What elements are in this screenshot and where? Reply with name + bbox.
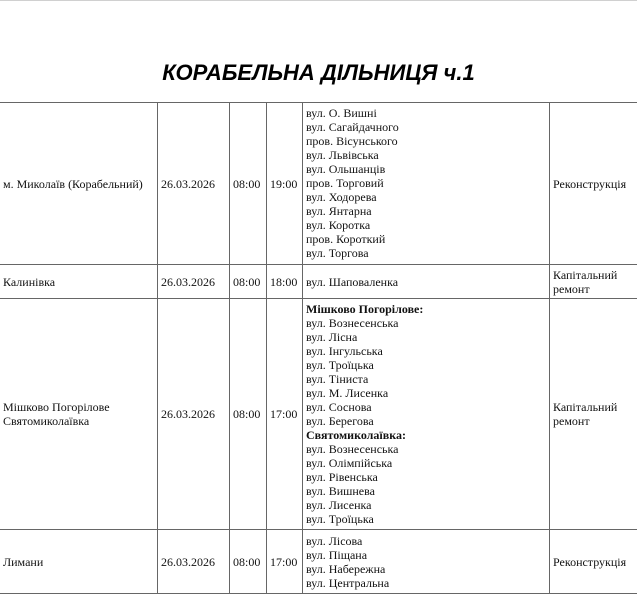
start-time-cell: 08:00 bbox=[230, 103, 267, 265]
street-item: вул. Вознесенська bbox=[306, 316, 399, 330]
locality-cell: Лимани bbox=[0, 530, 158, 594]
start-time-cell: 08:00 bbox=[230, 299, 267, 530]
street-item: вул. Янтарна bbox=[306, 204, 372, 218]
street-item: вул. Піщана bbox=[306, 547, 368, 562]
date-cell: 26.03.2026 bbox=[158, 299, 230, 530]
street-item: пров. Короткий bbox=[306, 232, 386, 246]
street-item: вул. Інгульська bbox=[306, 344, 383, 358]
street-item: вул. Сагайдачного bbox=[306, 120, 399, 134]
locality-cell: Мішково Погорілове Святомиколаївка bbox=[0, 299, 158, 530]
street-item: вул. Центральна bbox=[306, 575, 390, 590]
street-item: вул. Коротка bbox=[306, 218, 371, 232]
work-type-cell: Капітальний ремонт bbox=[550, 299, 637, 530]
table-row bbox=[0, 265, 637, 299]
table-row bbox=[0, 299, 637, 530]
street-item: вул. М. Лисенка bbox=[306, 386, 389, 400]
street-item: вул. Рівенська bbox=[306, 470, 378, 484]
page-title: КОРАБЕЛЬНА ДІЛЬНИЦЯ ч.1 bbox=[162, 60, 475, 85]
work-type-cell: Реконструкція bbox=[550, 530, 637, 594]
street-item: вул. Шаповаленка bbox=[306, 274, 399, 289]
street-item: вул. Львівська bbox=[306, 148, 379, 162]
start-time-cell: 08:00 bbox=[230, 530, 267, 594]
start-time-cell: 08:00 bbox=[230, 265, 267, 299]
street-item: вул. Ольшанців bbox=[306, 162, 386, 176]
date-cell: 26.03.2026 bbox=[158, 530, 230, 594]
street-item: вул. Торгова bbox=[306, 246, 369, 260]
settlement-heading: Святомиколаївка: bbox=[306, 428, 406, 442]
street-item: вул. О. Вишні bbox=[306, 106, 377, 120]
street-item: вул. Ходорева bbox=[306, 190, 377, 204]
top-divider bbox=[0, 0, 637, 1]
street-item: вул. Тіниста bbox=[306, 372, 369, 386]
table-row bbox=[0, 530, 637, 594]
locality-cell: Калинівка bbox=[0, 265, 158, 299]
street-item: пров. Вісунського bbox=[306, 134, 398, 148]
street-item: вул. Берегова bbox=[306, 414, 374, 428]
outage-schedule-table bbox=[0, 102, 637, 594]
locality-cell: м. Миколаїв (Корабельний) bbox=[0, 103, 158, 265]
end-time-cell: 17:00 bbox=[267, 530, 303, 594]
streets-cell bbox=[303, 530, 550, 594]
table-row bbox=[0, 103, 637, 265]
date-cell: 26.03.2026 bbox=[158, 265, 230, 299]
work-type-cell: Реконструкція bbox=[550, 103, 637, 265]
street-item: вул. Соснова bbox=[306, 400, 372, 414]
end-time-cell: 18:00 bbox=[267, 265, 303, 299]
street-item: вул. Вишнева bbox=[306, 484, 375, 498]
street-item: вул. Вознесенська bbox=[306, 442, 399, 456]
end-time-cell: 17:00 bbox=[267, 299, 303, 530]
settlement-heading: Мішково Погорілове: bbox=[306, 302, 424, 316]
work-type-cell: Капітальний ремонт bbox=[550, 265, 637, 299]
street-item: пров. Торговий bbox=[306, 176, 384, 190]
street-item: вул. Лісова bbox=[306, 533, 363, 548]
date-cell: 26.03.2026 bbox=[158, 103, 230, 265]
street-item: вул. Лисенка bbox=[306, 498, 372, 512]
end-time-cell: 19:00 bbox=[267, 103, 303, 265]
street-item: вул. Олімпійська bbox=[306, 456, 393, 470]
street-item: вул. Лісна bbox=[306, 330, 358, 344]
streets-cell bbox=[303, 299, 550, 530]
streets-cell bbox=[303, 103, 550, 265]
street-item: вул. Троїцька bbox=[306, 512, 374, 526]
street-item: вул. Троїцька bbox=[306, 358, 374, 372]
streets-cell bbox=[303, 265, 550, 299]
street-item: вул. Набережна bbox=[306, 561, 386, 576]
